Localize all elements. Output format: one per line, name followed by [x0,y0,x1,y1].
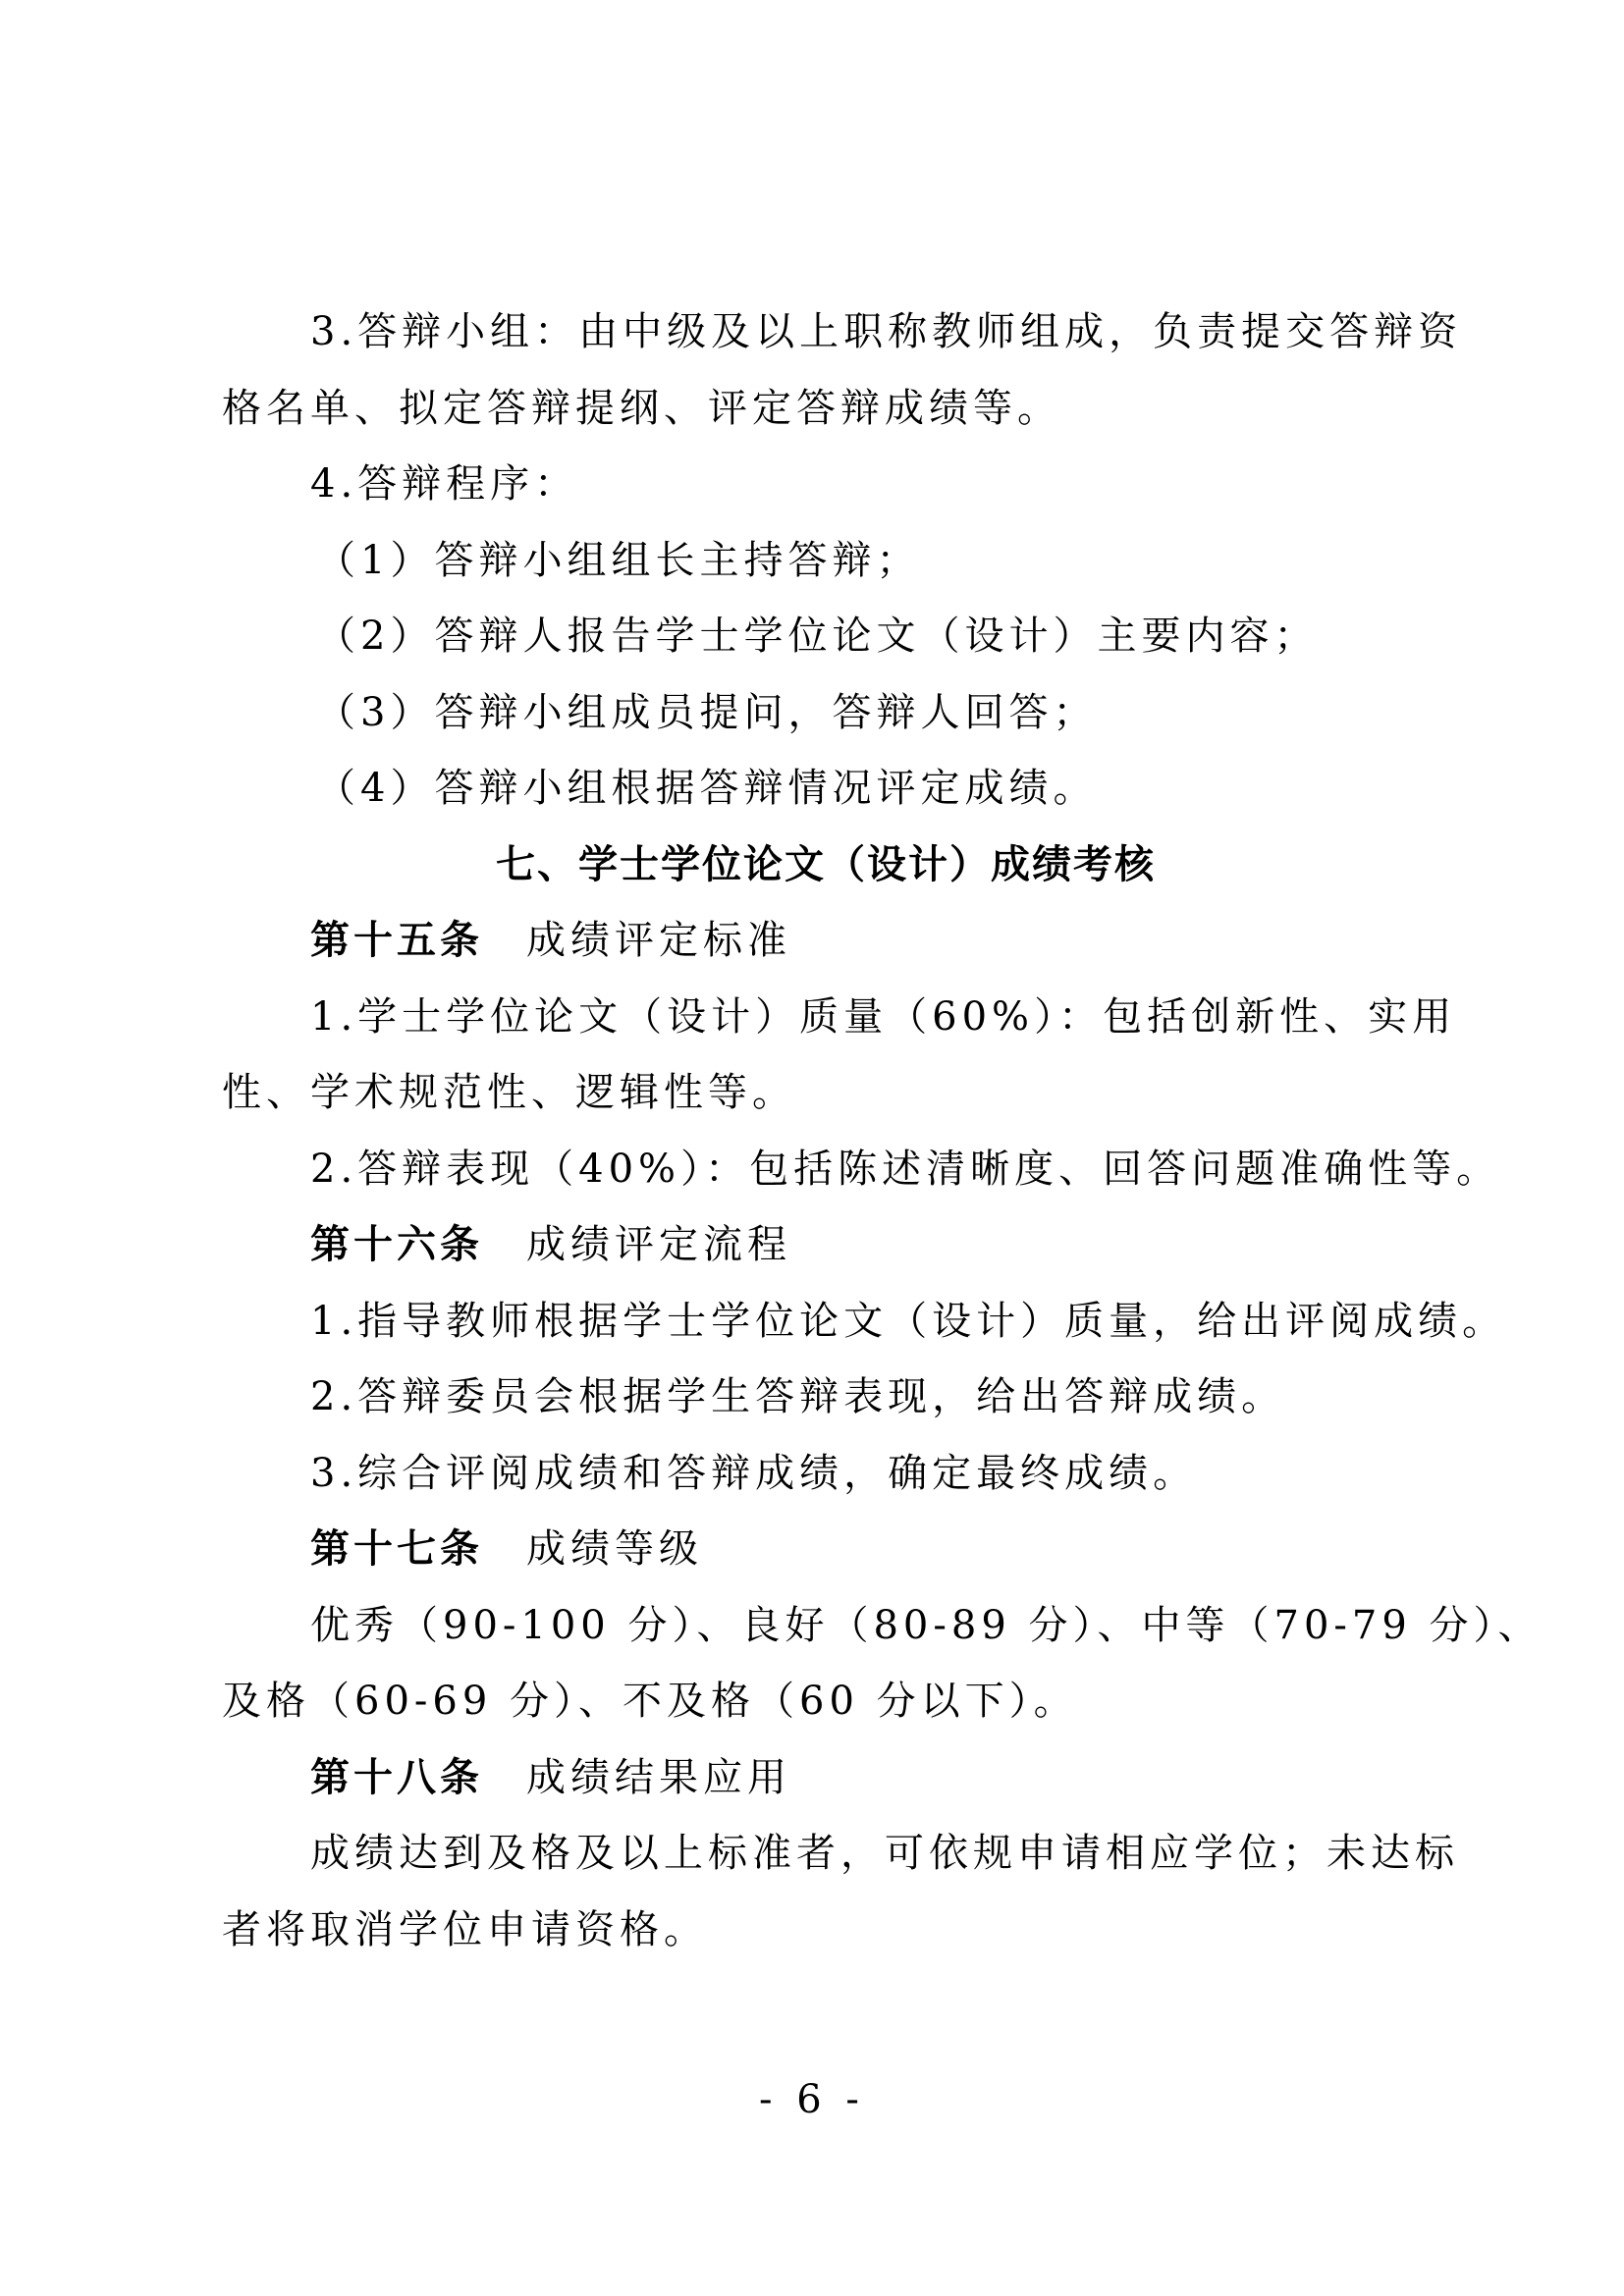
article-heading [222,1740,1430,1817]
article-heading [222,903,1430,980]
list-item: （4）答辩小组根据答辩情况评定成绩。 [316,766,1098,811]
paragraph: 2.答辩表现（40%）：包括陈述清晰度、回答问题准确性等。 [310,1146,1501,1192]
article-number: 第十七条 [310,1526,483,1572]
article-title: 成绩评定标准 [526,918,791,963]
article-title: 成绩评定流程 [526,1222,791,1267]
article-title: 成绩等级 [526,1526,703,1572]
paragraph: 1.指导教师根据学士学位论文（设计）质量，给出评阅成绩。 [310,1298,1507,1344]
article-number: 第十八条 [310,1754,483,1800]
paragraph-continuation: 性、学术规范性、逻辑性等。 [222,1070,796,1115]
list-item: （3）答辩小组成员提问，答辩人回答； [316,689,1098,735]
paragraph: 优秀（90-100 分）、良好（80-89 分）、中等（70-79 分）、 [310,1602,1543,1648]
paragraph-continuation: 及格（60-69 分）、不及格（60 分以下）。 [222,1679,1078,1724]
page-number: - 6 - [759,2077,865,2122]
paragraph: 1.学士学位论文（设计）质量（60%）：包括创新性、实用 [310,993,1457,1040]
page-body [222,294,1543,1968]
section-heading: 七、学士学位论文（设计）成绩考核 [496,841,1156,887]
paragraph: 成绩达到及格及以上标准者，可依规申请相应学位；未达标 [310,1831,1459,1876]
paragraph: 3.答辩小组：由中级及以上职称教师组成，负责提交答辩资 [310,309,1463,354]
paragraph-continuation: 格名单、拟定答辩提纲、评定答辩成绩等。 [222,385,1061,431]
article-number: 第十五条 [310,918,483,963]
article-heading [222,1207,1430,1284]
paragraph-continuation: 者将取消学位申请资格。 [222,1906,708,1952]
paragraph: 3.综合评阅成绩和答辩成绩，确定最终成绩。 [310,1450,1198,1496]
article-heading [222,1512,1430,1588]
paragraph: 2.答辩委员会根据学生答辩表现，给出答辩成绩。 [310,1374,1286,1419]
list-item: （2）答辩人报告学士学位论文（设计）主要内容； [316,614,1319,659]
article-title: 成绩结果应用 [526,1754,791,1800]
paragraph: 4.答辩程序： [310,461,579,507]
list-item: （1）答辩小组组长主持答辩； [316,537,921,583]
article-number: 第十六条 [310,1222,483,1267]
